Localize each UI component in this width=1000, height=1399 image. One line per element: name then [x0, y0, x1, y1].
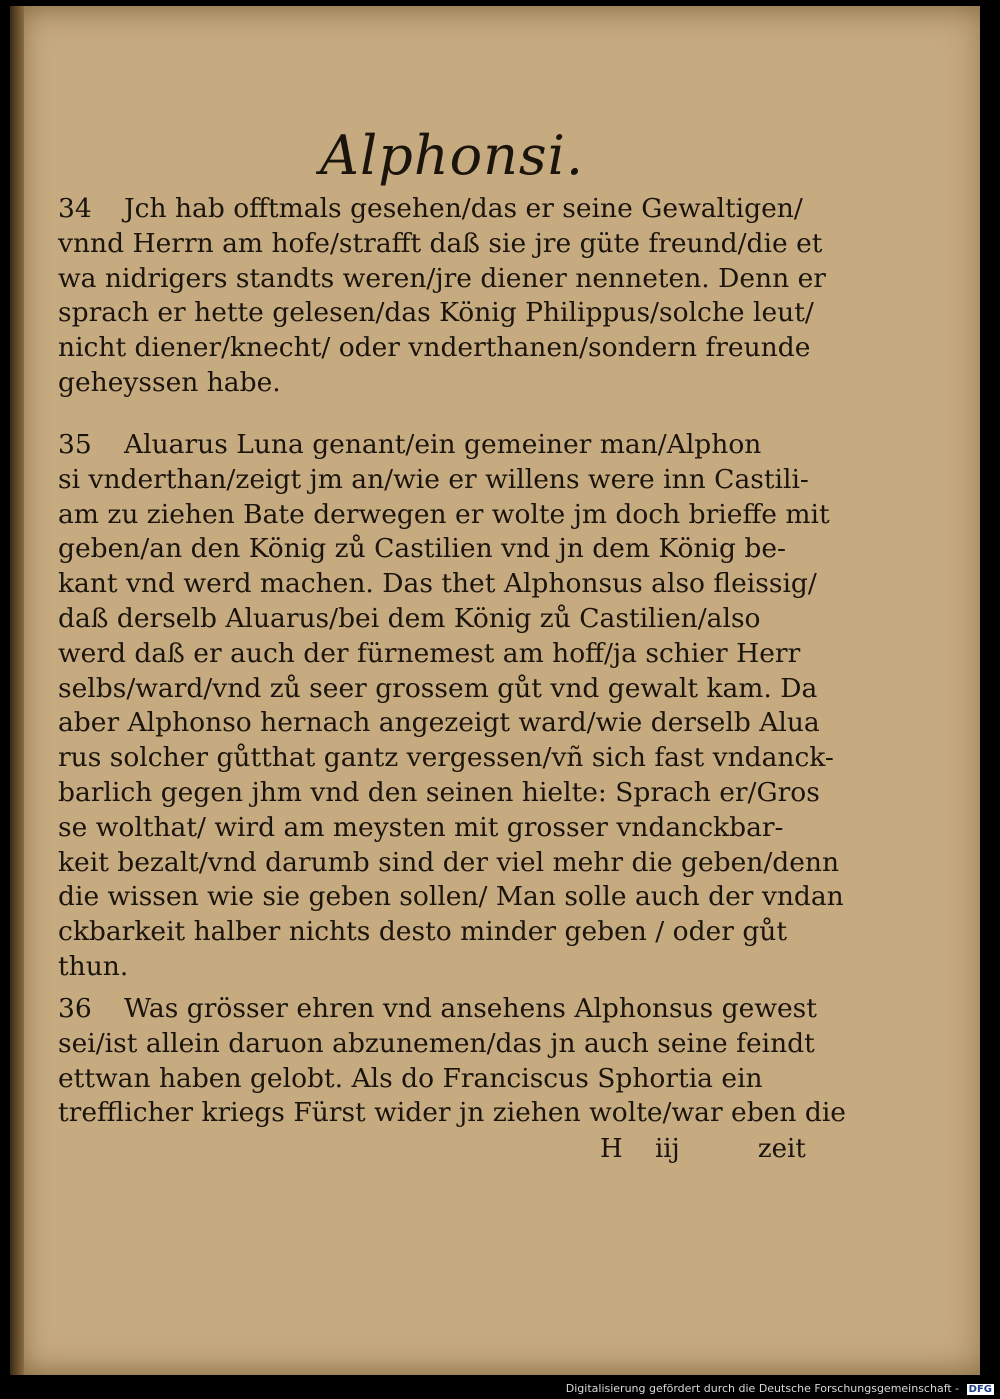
text-line: vnnd Herrn am hofe/strafft daß sie jre güte freund/die et — [58, 227, 823, 259]
text-line: se wolthat/ wird am meysten mit grosser vndanckbar- — [58, 811, 784, 843]
text-line: 34 Jch hab offtmals gesehen/das er seine Gewaltigen/ — [58, 192, 826, 227]
text-line: si vnderthan/zeigt jm an/wie er willens were inn Castili- — [58, 463, 809, 495]
page-footer — [600, 1134, 820, 1164]
paragraph-number: 36 — [58, 993, 92, 1024]
text-line: kant vnd werd machen. Das thet Alphonsus also fleissig/ — [58, 568, 817, 600]
paragraph-34 — [58, 192, 826, 401]
text-line: selbs/ward/vnd zů seer grossem gůt vnd gewalt kam. Da — [58, 672, 818, 704]
dfg-logo-icon: DFG — [968, 1384, 992, 1395]
text-line: ettwan haben gelobt. Als do Franciscus Sphortia ein — [58, 1062, 763, 1094]
text-line: keit bezalt/vnd darumb sind der viel mehr die geben/denn — [58, 846, 840, 878]
text-line: aber Alphonso hernach angezeigt ward/wie derselb Alua — [58, 707, 820, 739]
text-line: ckbarkeit halber nichts desto minder geben / oder gůt — [58, 916, 788, 948]
text-line: die wissen wie sie geben sollen/ Man solle auch der vndan — [58, 881, 844, 913]
text-line: wa nidrigers standts weren/jre diener nenneten. Denn er — [58, 262, 826, 294]
text-line: barlich gegen jhm vnd den seinen hielte: Sprach er/Gros — [58, 776, 820, 808]
paragraph-number: 35 — [58, 429, 92, 460]
text-line: 36 Was grösser ehren vnd ansehens Alphonsus gewest — [58, 992, 846, 1027]
credit-text: Digitalisierung gefördert durch die Deutsche Forschungsgemeinschaft - — [565, 1382, 960, 1395]
binding-shadow — [10, 6, 24, 1375]
book-page — [10, 6, 980, 1375]
text-line: thun. — [58, 950, 129, 982]
catchword: zeit — [757, 1134, 806, 1164]
text-line: sei/ist allein daruon abzunemen/das jn auch seine feindt — [58, 1027, 815, 1059]
text-line: werd daß er auch der fürnemest am hoff/ja schier Herr — [58, 637, 801, 669]
text-line: am zu ziehen Bate derwegen er wolte jm doch brieffe mit — [58, 498, 830, 530]
text-line: geheyssen habe. — [58, 366, 281, 398]
text-line: rus solcher gůtthat gantz vergessen/vñ sich fast vndanck- — [58, 742, 834, 774]
digitization-credit — [566, 1382, 994, 1395]
signature-number: iij — [654, 1134, 680, 1164]
text-line: nicht diener/knecht/ oder vnderthanen/sondern freunde — [58, 332, 811, 364]
signature-mark: H — [600, 1134, 623, 1164]
paragraph-number: 34 — [58, 193, 92, 224]
paragraph-36 — [58, 992, 846, 1131]
text-line: 35 Aluarus Luna genant/ein gemeiner man/Alphon — [58, 428, 844, 463]
text-line: sprach er hette gelesen/das König Philippus/solche leut/ — [58, 297, 814, 329]
running-header: Alphonsi. — [320, 124, 585, 187]
text-line: trefflicher kriegs Fürst wider jn ziehen wolte/war eben die — [58, 1097, 846, 1129]
text-line: geben/an den König zů Castilien vnd jn dem König be- — [58, 533, 786, 565]
text-line: daß derselb Aluarus/bei dem König zů Castilien/also — [58, 602, 761, 634]
paragraph-35 — [58, 428, 844, 985]
